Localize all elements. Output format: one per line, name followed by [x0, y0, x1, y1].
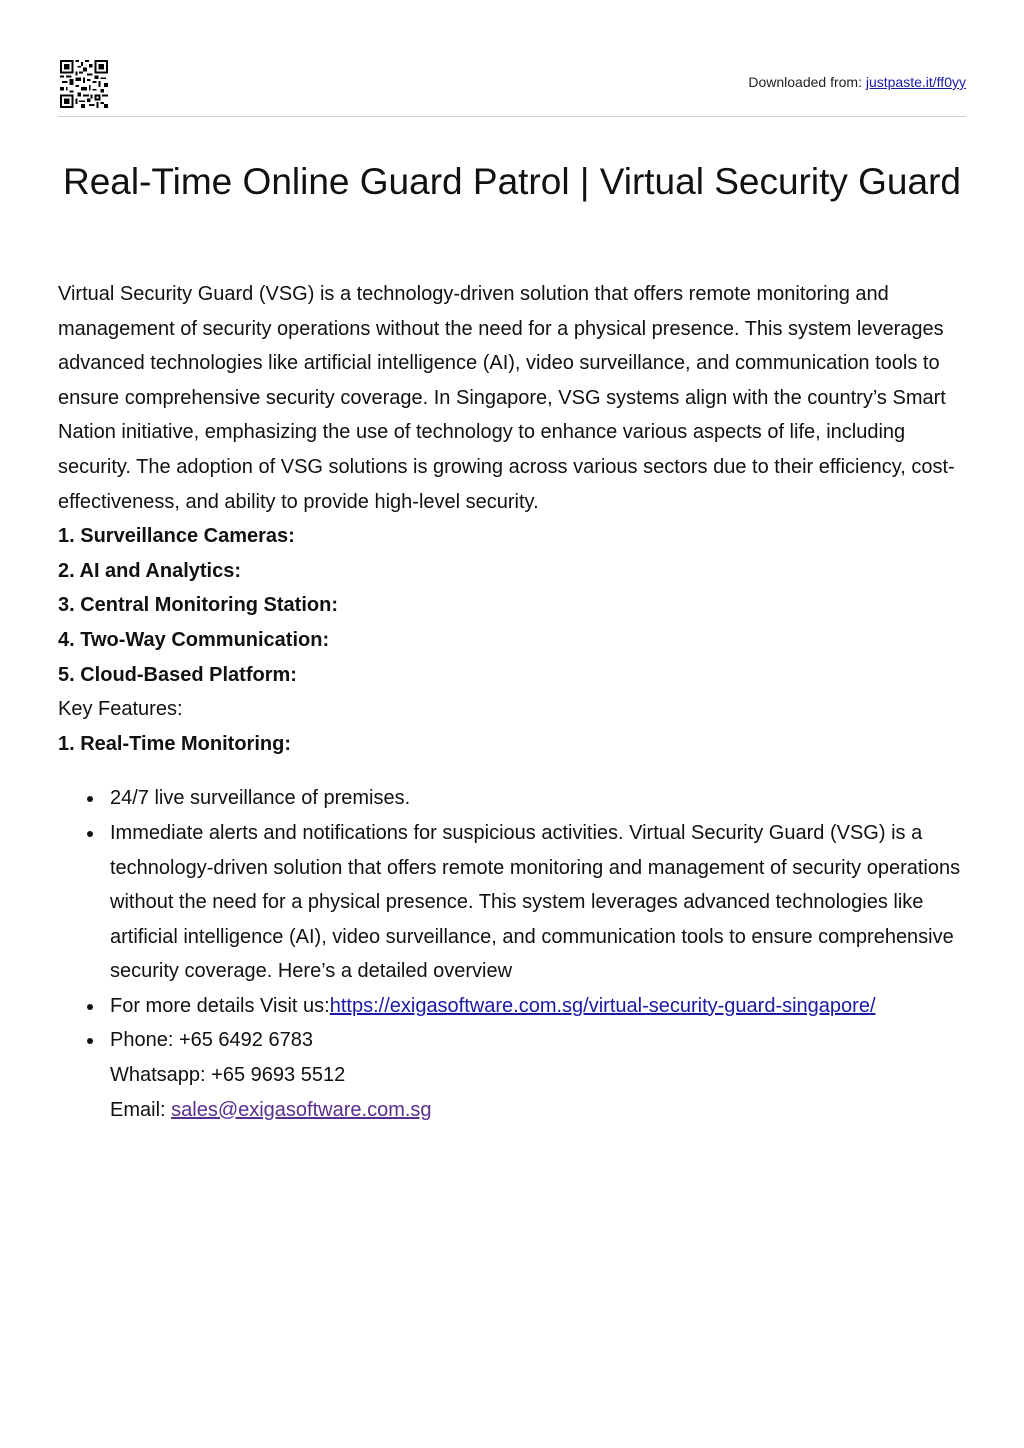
bullet-item	[110, 1023, 966, 1127]
intro-paragraph: Virtual Security Guard (VSG) is a technology-driven solution that offers remote monitoring and management of security operations without the need for a physical presence. This system leverages advanced technologies like artificial intelligence (AI), video surveillance, and communication tools to ensure comprehensive security coverage. In Singapore, VSG systems align with the country’s Smart Nation initiative, emphasizing the use of technology to enhance various aspects of life, including security. The adoption of VSG solutions is growing across various sectors due to their efficiency, cost-effectiveness, and ability to provide high-level security.	[58, 283, 955, 513]
bullet-text: Immediate alerts and notifications for suspicious activities. Virtual Security Guard (VSG) is a technology-driven solution that offers remote monitoring and management of security operations without the need for a physical presence. This system leverages advanced technologies like artificial intelligence (AI), video surveillance, and communication tools to ensure comprehensive security coverage. Here’s a detailed overview	[110, 821, 961, 983]
qr-code-icon	[60, 60, 108, 108]
component-item: 5. Cloud-Based Platform:	[58, 663, 297, 686]
bullet-dot-icon	[87, 796, 93, 802]
header-divider	[58, 116, 966, 117]
phone-text: Phone: +65 6492 6783	[110, 1029, 313, 1052]
component-item: 1. Surveillance Cameras:	[58, 525, 295, 548]
website-link[interactable]: https://exigasoftware.com.sg/virtual-security-guard-singapore/	[329, 994, 876, 1017]
bullet-item	[110, 781, 966, 816]
component-item: 4. Two-Way Communication:	[58, 628, 330, 651]
feature-heading: 1. Real-Time Monitoring:	[58, 732, 291, 755]
download-source-label: Downloaded from:	[748, 74, 866, 90]
whatsapp-text: Whatsapp: +65 9693 5512	[110, 1064, 346, 1087]
page-title: Real-Time Online Guard Patrol | Virtual Security Guard	[63, 161, 961, 202]
key-features-label: Key Features:	[58, 698, 183, 721]
component-item: 2. AI and Analytics:	[58, 559, 242, 582]
bullet-dot-icon	[87, 1038, 93, 1044]
email-line	[110, 1093, 966, 1128]
feature-bullet-list	[58, 781, 966, 1127]
document-body	[58, 277, 966, 1127]
download-source	[748, 74, 966, 90]
email-link[interactable]: sales@exigasoftware.com.sg	[171, 1098, 432, 1121]
bullet-dot-icon	[87, 1004, 93, 1010]
download-source-link[interactable]: justpaste.it/ff0yy	[865, 74, 966, 90]
email-label: Email:	[110, 1098, 172, 1121]
bullet-text: 24/7 live surveillance of premises.	[110, 787, 411, 810]
visit-label: For more details Visit us:	[110, 994, 330, 1017]
component-item: 3. Central Monitoring Station:	[58, 594, 338, 617]
bullet-item	[110, 989, 966, 1024]
bullet-dot-icon	[87, 831, 93, 837]
bullet-item	[110, 816, 966, 989]
